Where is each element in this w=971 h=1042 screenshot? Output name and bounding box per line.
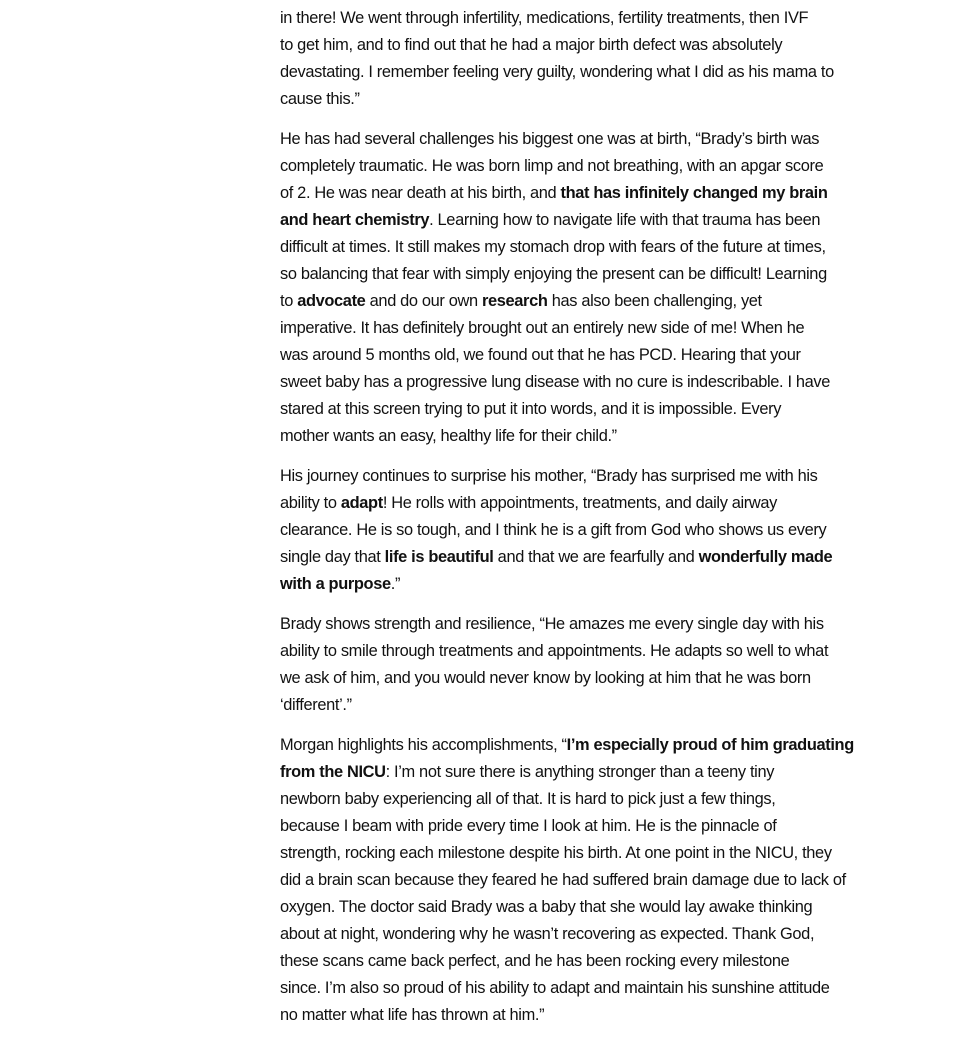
text-line: [280, 517, 920, 544]
text-segment: newborn baby experiencing all of that. It is hard to pick just a few things,: [280, 790, 776, 808]
text-segment: and do our own: [365, 292, 482, 310]
text-segment: .”: [390, 575, 401, 593]
text-line: [280, 867, 920, 894]
text-segment: completely traumatic. He was born limp and not breathing, with an apgar score: [280, 157, 824, 175]
bold-text: life is beautiful: [384, 548, 494, 566]
text-line: [280, 571, 920, 598]
text-segment: Morgan highlights his accomplishments, “: [280, 736, 567, 754]
text-segment: no matter what life has thrown at him.”: [280, 1006, 545, 1024]
bold-text: adapt: [340, 494, 383, 512]
text-segment: of 2. He was near death at his birth, and: [280, 184, 561, 202]
text-segment: : I’m not sure there is anything stronger than a teeny tiny: [385, 763, 775, 781]
text-line: [280, 759, 920, 786]
paragraph: [280, 463, 920, 598]
text-segment: sweet baby has a progressive lung disease with no cure is indescribable. I have: [280, 373, 830, 391]
text-segment: His journey continues to surprise his mother, “Brady has surprised me with his: [280, 467, 818, 485]
text-line: [280, 288, 920, 315]
text-line: [280, 315, 920, 342]
bold-text: with a purpose: [280, 575, 391, 593]
text-segment: to get him, and to find out that he had a major birth defect was absolutely: [280, 36, 783, 54]
text-segment: mother wants an easy, healthy life for their child.”: [280, 427, 617, 445]
text-line: [280, 5, 920, 32]
text-line: [280, 32, 920, 59]
text-segment: ability to: [280, 494, 341, 512]
bold-text: research: [481, 292, 548, 310]
text-segment: imperative. It has definitely brought out an entirely new side of me! When he: [280, 319, 805, 337]
text-line: [280, 921, 920, 948]
paragraph: [280, 126, 920, 450]
text-segment: to: [280, 292, 298, 310]
text-line: [280, 813, 920, 840]
text-segment: about at night, wondering why he wasn’t recovering as expected. Thank God,: [280, 925, 815, 943]
text-line: [280, 894, 920, 921]
text-line: [280, 86, 920, 113]
text-segment: because I beam with pride every time I look at him. He is the pinnacle of: [280, 817, 777, 835]
text-segment: He has had several challenges his biggest one was at birth, “Brady’s birth was: [280, 130, 820, 148]
text-line: [280, 840, 920, 867]
text-segment: single day that: [280, 548, 385, 566]
text-line: [280, 59, 920, 86]
text-segment: devastating. I remember feeling very guilty, wondering what I did as his mama to: [280, 63, 834, 81]
paragraph: [280, 611, 920, 719]
text-segment: ! He rolls with appointments, treatments, and daily airway: [382, 494, 778, 512]
text-segment: difficult at times. It still makes my stomach drop with fears of the future at times,: [280, 238, 826, 256]
text-segment: cause this.”: [280, 90, 360, 108]
text-line: [280, 490, 920, 517]
text-segment: did a brain scan because they feared he had suffered brain damage due to lack of: [280, 871, 846, 889]
text-segment: we ask of him, and you would never know by looking at him that he was born: [280, 669, 811, 687]
text-line: [280, 261, 920, 288]
text-segment: in there! We went through infertility, medications, fertility treatments, then IVF: [280, 9, 809, 27]
text-segment: strength, rocking each milestone despite his birth. At one point in the NICU, they: [280, 844, 832, 862]
text-segment: . Learning how to navigate life with that trauma has been: [429, 211, 821, 229]
bold-text: that has infinitely changed my brain: [560, 184, 828, 202]
text-line: [280, 544, 920, 571]
paragraph: [280, 5, 920, 113]
text-line: [280, 665, 920, 692]
bold-text: and heart chemistry: [280, 211, 430, 229]
text-segment: was around 5 months old, we found out that he has PCD. Hearing that your: [280, 346, 801, 364]
text-segment: these scans came back perfect, and he has been rocking every milestone: [280, 952, 790, 970]
text-line: [280, 975, 920, 1002]
text-segment: has also been challenging, yet: [547, 292, 762, 310]
text-segment: stared at this screen trying to put it into words, and it is impossible. Every: [280, 400, 782, 418]
text-segment: since. I’m also so proud of his ability to adapt and maintain his sunshine attitude: [280, 979, 830, 997]
bold-text: from the NICU: [280, 763, 386, 781]
text-segment: clearance. He is so tough, and I think he is a gift from God who shows us every: [280, 521, 827, 539]
text-line: [280, 396, 920, 423]
text-line: [280, 692, 920, 719]
text-line: [280, 369, 920, 396]
text-line: [280, 342, 920, 369]
text-line: [280, 126, 920, 153]
text-line: [280, 423, 920, 450]
text-segment: and that we are fearfully and: [493, 548, 699, 566]
text-line: [280, 234, 920, 261]
bold-text: advocate: [297, 292, 366, 310]
text-segment: oxygen. The doctor said Brady was a baby that she would lay awake thinking: [280, 898, 813, 916]
text-line: [280, 732, 920, 759]
text-segment: so balancing that fear with simply enjoying the present can be difficult! Learning: [280, 265, 827, 283]
text-line: [280, 207, 920, 234]
text-line: [280, 786, 920, 813]
text-line: [280, 153, 920, 180]
text-line: [280, 1002, 920, 1029]
text-line: [280, 180, 920, 207]
bold-text: I’m especially proud of him graduating: [566, 736, 854, 754]
text-line: [280, 948, 920, 975]
text-line: [280, 638, 920, 665]
document-body: [280, 5, 920, 1042]
text-segment: ‘different’.”: [280, 696, 352, 714]
text-segment: Brady shows strength and resilience, “He amazes me every single day with his: [280, 615, 824, 633]
bold-text: wonderfully made: [698, 548, 833, 566]
text-line: [280, 611, 920, 638]
text-segment: ability to smile through treatments and appointments. He adapts so well to what: [280, 642, 829, 660]
text-line: [280, 463, 920, 490]
paragraph: [280, 732, 920, 1029]
